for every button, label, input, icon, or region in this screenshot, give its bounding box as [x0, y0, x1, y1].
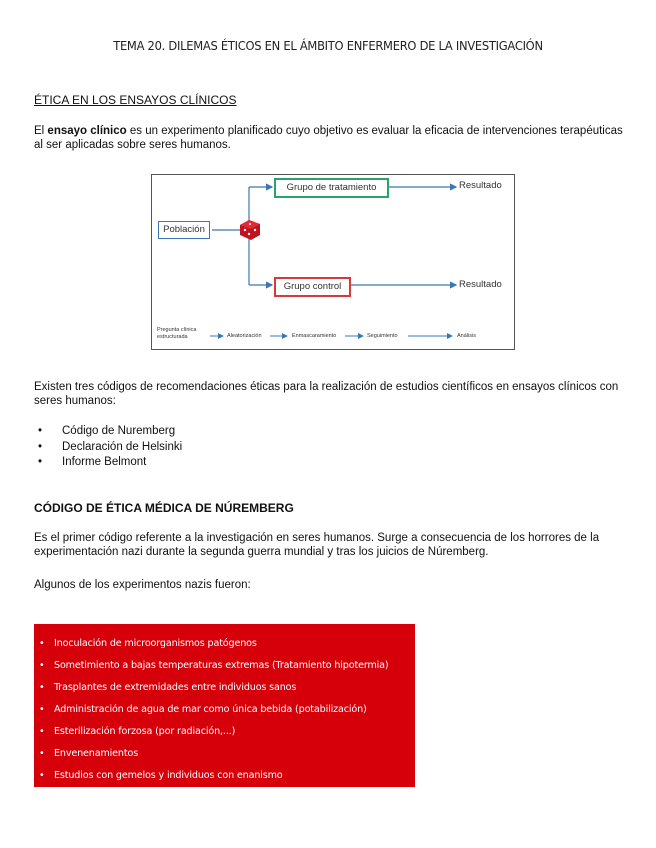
- step-randomization: Aleatorización: [227, 333, 262, 339]
- list-item-text: Sometimiento a bajas temperaturas extremas (Tratamiento hipotermia): [54, 660, 389, 671]
- nazi-experiments-list: [34, 624, 415, 787]
- bullet-icon: •: [39, 726, 45, 737]
- list-item-text: Envenenamientos: [54, 748, 139, 759]
- bullet-icon: •: [38, 440, 43, 453]
- bullet-icon: •: [39, 660, 45, 671]
- list-item-text: Código de Nuremberg: [62, 425, 176, 437]
- list-item-text: Informe Belmont: [62, 456, 147, 468]
- list-item-text: Inoculación de microorganismos patógenos: [54, 638, 257, 649]
- list-item: [34, 677, 415, 699]
- bullet-icon: •: [39, 770, 45, 781]
- list-item-text: Trasplantes de extremidades entre individuos sanos: [54, 682, 297, 693]
- list-item: [34, 655, 415, 677]
- ethical-codes-list: [34, 424, 182, 471]
- section-heading-nuremberg: CÓDIGO DE ÉTICA MÉDICA DE NÚREMBERG: [34, 501, 294, 515]
- result-bottom-label: Resultado: [459, 279, 502, 290]
- control-group-box: Grupo control: [274, 277, 351, 297]
- page-title: TEMA 20. DILEMAS ÉTICOS EN EL ÁMBITO ENFERMERO DE LA INVESTIGACIÓN: [113, 38, 543, 53]
- ethical-codes-intro: Existen tres códigos de recomendaciones éticas para la realización de estudios científicos en ensayos clínicos con seres humanos:: [34, 381, 619, 407]
- step-blinding: Enmascaramiento: [292, 333, 337, 339]
- clinical-trial-definition: [34, 124, 624, 152]
- bullet-icon: •: [39, 638, 45, 649]
- list-item-text: Administración de agua de mar como única bebida (potabilización): [54, 704, 367, 715]
- list-item: [34, 721, 415, 743]
- nazi-experiments-box: [34, 624, 415, 787]
- treatment-group-box: Grupo de tratamiento: [274, 178, 389, 198]
- list-item: [34, 424, 182, 440]
- bullet-icon: •: [39, 704, 45, 715]
- step-analysis: Análisis: [457, 333, 476, 339]
- diagram-connectors: [152, 175, 514, 349]
- list-item: [34, 765, 415, 787]
- intro-text-end: es un experimento planificado cuyo objetivo es evaluar la eficacia de intervenciones terapéuticas al ser aplicadas sobre seres humanos.: [34, 125, 623, 151]
- list-item: [34, 699, 415, 721]
- list-item-text: Estudios con gemelos y individuos con enanismo: [54, 770, 283, 781]
- step-follow-up: Seguimiento: [367, 333, 398, 339]
- nuremberg-description: Es el primer código referente a la investigación en seres humanos. Surge a consecuencia de los horrores de la experimentación nazi durante la segunda guerra mundial y tras los juicios de Núremberg.: [34, 532, 600, 558]
- section-heading-clinical-trials: ÉTICA EN LOS ENSAYOS CLÍNICOS: [34, 93, 237, 107]
- list-item-text: Esterilización forzosa (por radiación,...): [54, 726, 236, 737]
- clinical-trial-diagram: [151, 174, 515, 350]
- bullet-icon: •: [38, 456, 43, 468]
- bullet-icon: •: [39, 748, 45, 759]
- population-box: Población: [158, 221, 210, 239]
- intro-bold-term: ensayo clínico: [47, 125, 127, 137]
- bullet-icon: •: [39, 682, 45, 693]
- list-item: [34, 440, 182, 456]
- list-item-text: Declaración de Helsinki: [62, 440, 183, 453]
- dice-icon: [240, 220, 260, 240]
- nazi-experiments-intro: Algunos de los experimentos nazis fueron:: [34, 579, 251, 591]
- step-clinical-question: Pregunta clínica estructurada: [157, 327, 197, 340]
- intro-text-start: El: [34, 125, 48, 137]
- list-item: [34, 455, 182, 471]
- result-top-label: Resultado: [459, 180, 502, 191]
- bullet-icon: •: [38, 425, 43, 437]
- list-item: [34, 743, 415, 765]
- list-item: [34, 633, 415, 655]
